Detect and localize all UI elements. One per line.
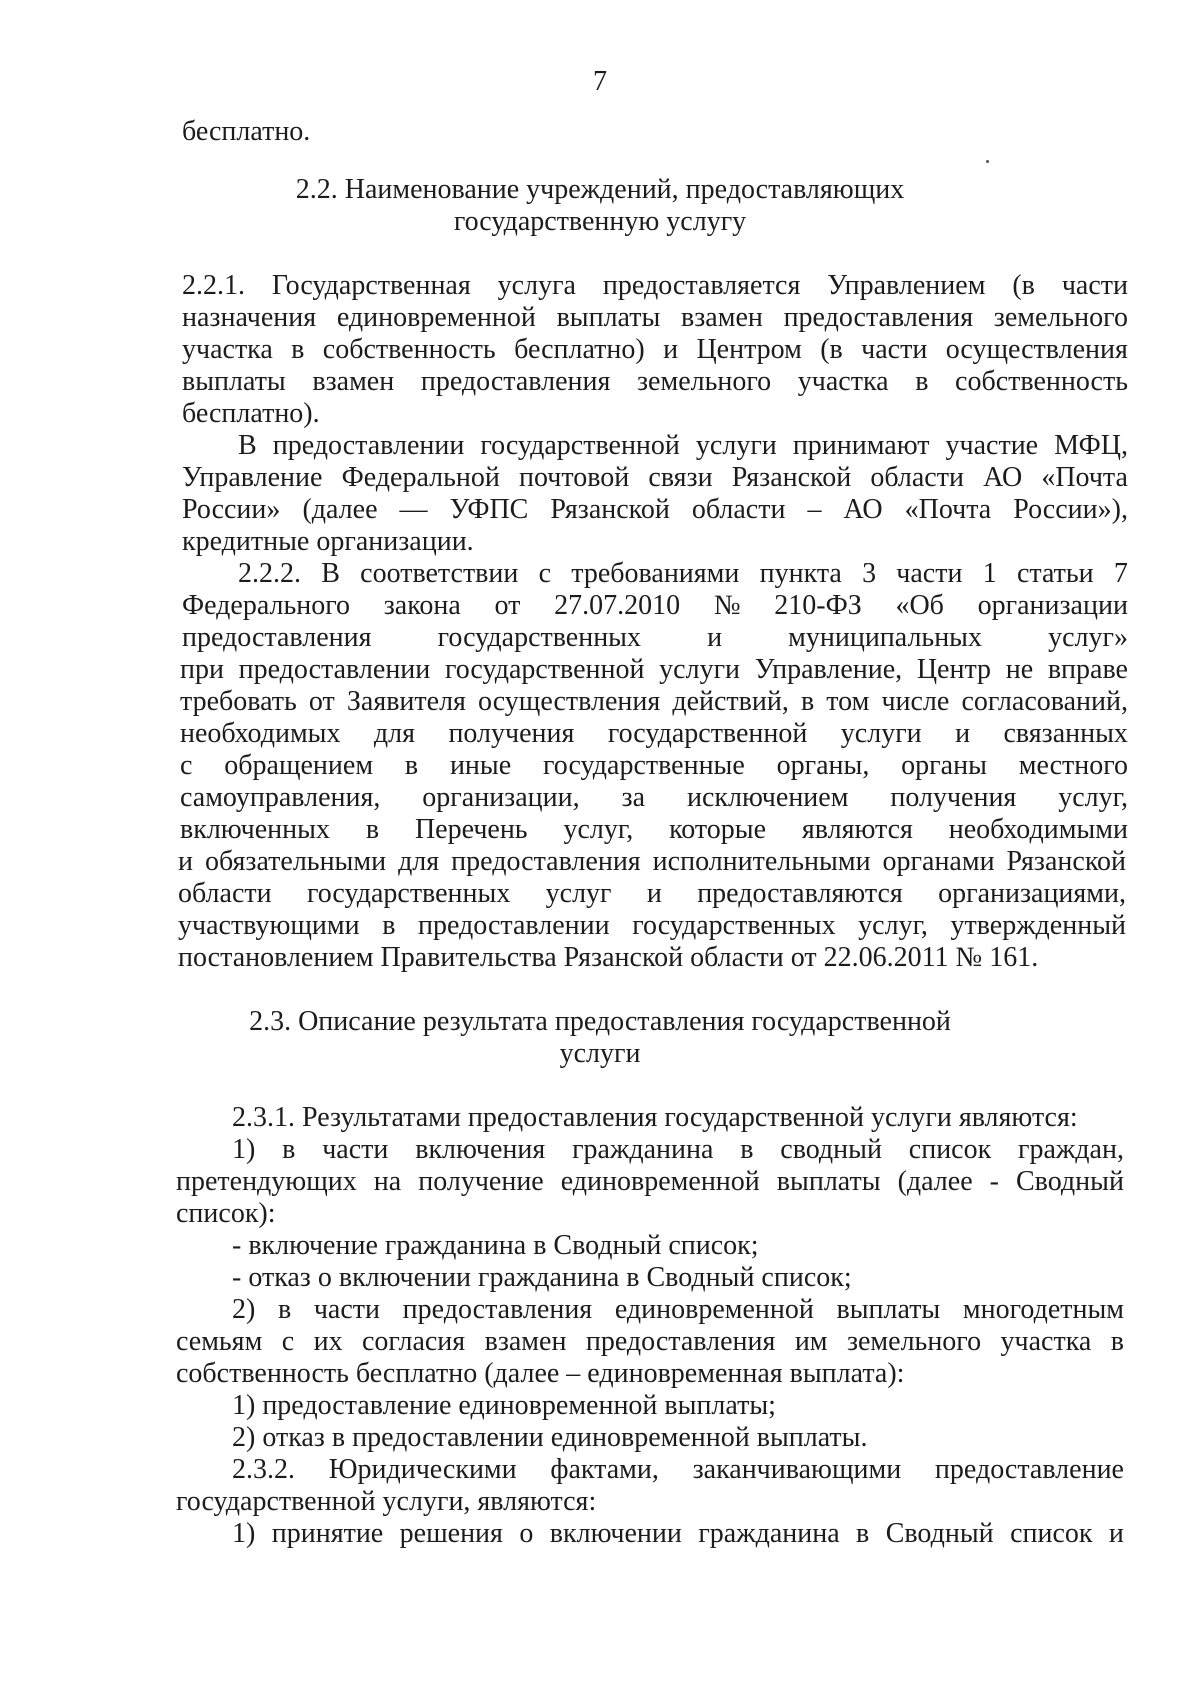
text-line: необходимых для получения государственной услуги и связанных <box>180 718 1128 749</box>
text-line: России» (далее — УФПС Рязанской области – АО «Почта России»), <box>182 494 1128 525</box>
text-line: бесплатно. <box>182 116 311 147</box>
list-item: - включение гражданина в Сводный список; <box>232 1230 759 1261</box>
text-line: назначения единовременной выплаты взамен предоставления земельного <box>182 302 1128 333</box>
text-line: включенных в Перечень услуг, которые являются необходимыми <box>180 814 1128 845</box>
text-line: Федерального закона от 27.07.2010 № 210-ФЗ «Об организации <box>182 590 1128 621</box>
text-line: области государственных услуг и предоставляются организациями, <box>178 878 1126 909</box>
text-line: постановлением Правительства Рязанской области от 22.06.2011 № 161. <box>178 942 1039 973</box>
text-line: требовать от Заявителя осуществления действий, в том числе согласований, <box>180 686 1128 717</box>
text-line: 2.3.1. Результатами предоставления государственной услуги являются: <box>232 1102 1078 1133</box>
text-line: Управление Федеральной почтовой связи Рязанской области АО «Почта <box>182 462 1128 493</box>
text-line: В предоставлении государственной услуги принимают участие МФЦ, <box>238 430 1128 461</box>
text-line: претендующих на получение единовременной выплаты (далее - Сводный <box>176 1166 1124 1197</box>
list-item: 1) предоставление единовременной выплаты; <box>232 1390 776 1421</box>
section-heading: 2.2. Наименование учреждений, предоставляющих <box>295 174 905 205</box>
text-line: 2.2.1. Государственная услуга предоставляется Управлением (в части <box>182 270 1128 301</box>
section-heading: 2.3. Описание результата предоставления государственной <box>249 1006 951 1037</box>
scan-speck <box>986 160 989 163</box>
section-heading: услуги <box>559 1038 641 1069</box>
text-line: собственность бесплатно (далее – единовременная выплата): <box>176 1358 905 1389</box>
text-line: при предоставлении государственной услуги Управление, Центр не вправе <box>180 654 1128 685</box>
text-line: предоставления государственных и муниципальных услуг» <box>182 622 1128 653</box>
text-line: участка в собственность бесплатно) и Центром (в части осуществления <box>182 334 1128 365</box>
text-line: 2) в части предоставления единовременной выплаты многодетным <box>232 1294 1124 1325</box>
text-line: с обращением в иные государственные органы, органы местного <box>180 750 1128 781</box>
page-number: 7 <box>593 66 607 97</box>
list-item: 2) отказ в предоставлении единовременной выплаты. <box>232 1422 868 1453</box>
text-line: 1) принятие решения о включении гражданина в Сводный список и <box>232 1518 1124 1549</box>
text-line: 1) в части включения гражданина в сводный список граждан, <box>232 1134 1124 1165</box>
text-line: участвующими в предоставлении государственных услуг, утвержденный <box>178 910 1126 941</box>
section-heading: государственную услугу <box>453 206 747 237</box>
text-line: бесплатно). <box>182 398 320 429</box>
text-line: самоуправления, организации, за исключением получения услуг, <box>180 782 1128 813</box>
text-line: 2.2.2. В соответствии с требованиями пункта 3 части 1 статьи 7 <box>238 558 1128 589</box>
text-line: 2.3.2. Юридическими фактами, заканчивающими предоставление <box>232 1454 1124 1485</box>
text-line: и обязательными для предоставления исполнительными органами Рязанской <box>178 846 1126 877</box>
text-line: выплаты взамен предоставления земельного участка в собственность <box>182 366 1128 397</box>
text-line: государственной услуги, являются: <box>176 1486 597 1517</box>
text-line: семьям с их согласия взамен предоставления им земельного участка в <box>176 1326 1124 1357</box>
text-line: кредитные организации. <box>182 526 474 557</box>
text-line: список): <box>176 1198 276 1229</box>
list-item: - отказ о включении гражданина в Сводный список; <box>232 1262 852 1293</box>
